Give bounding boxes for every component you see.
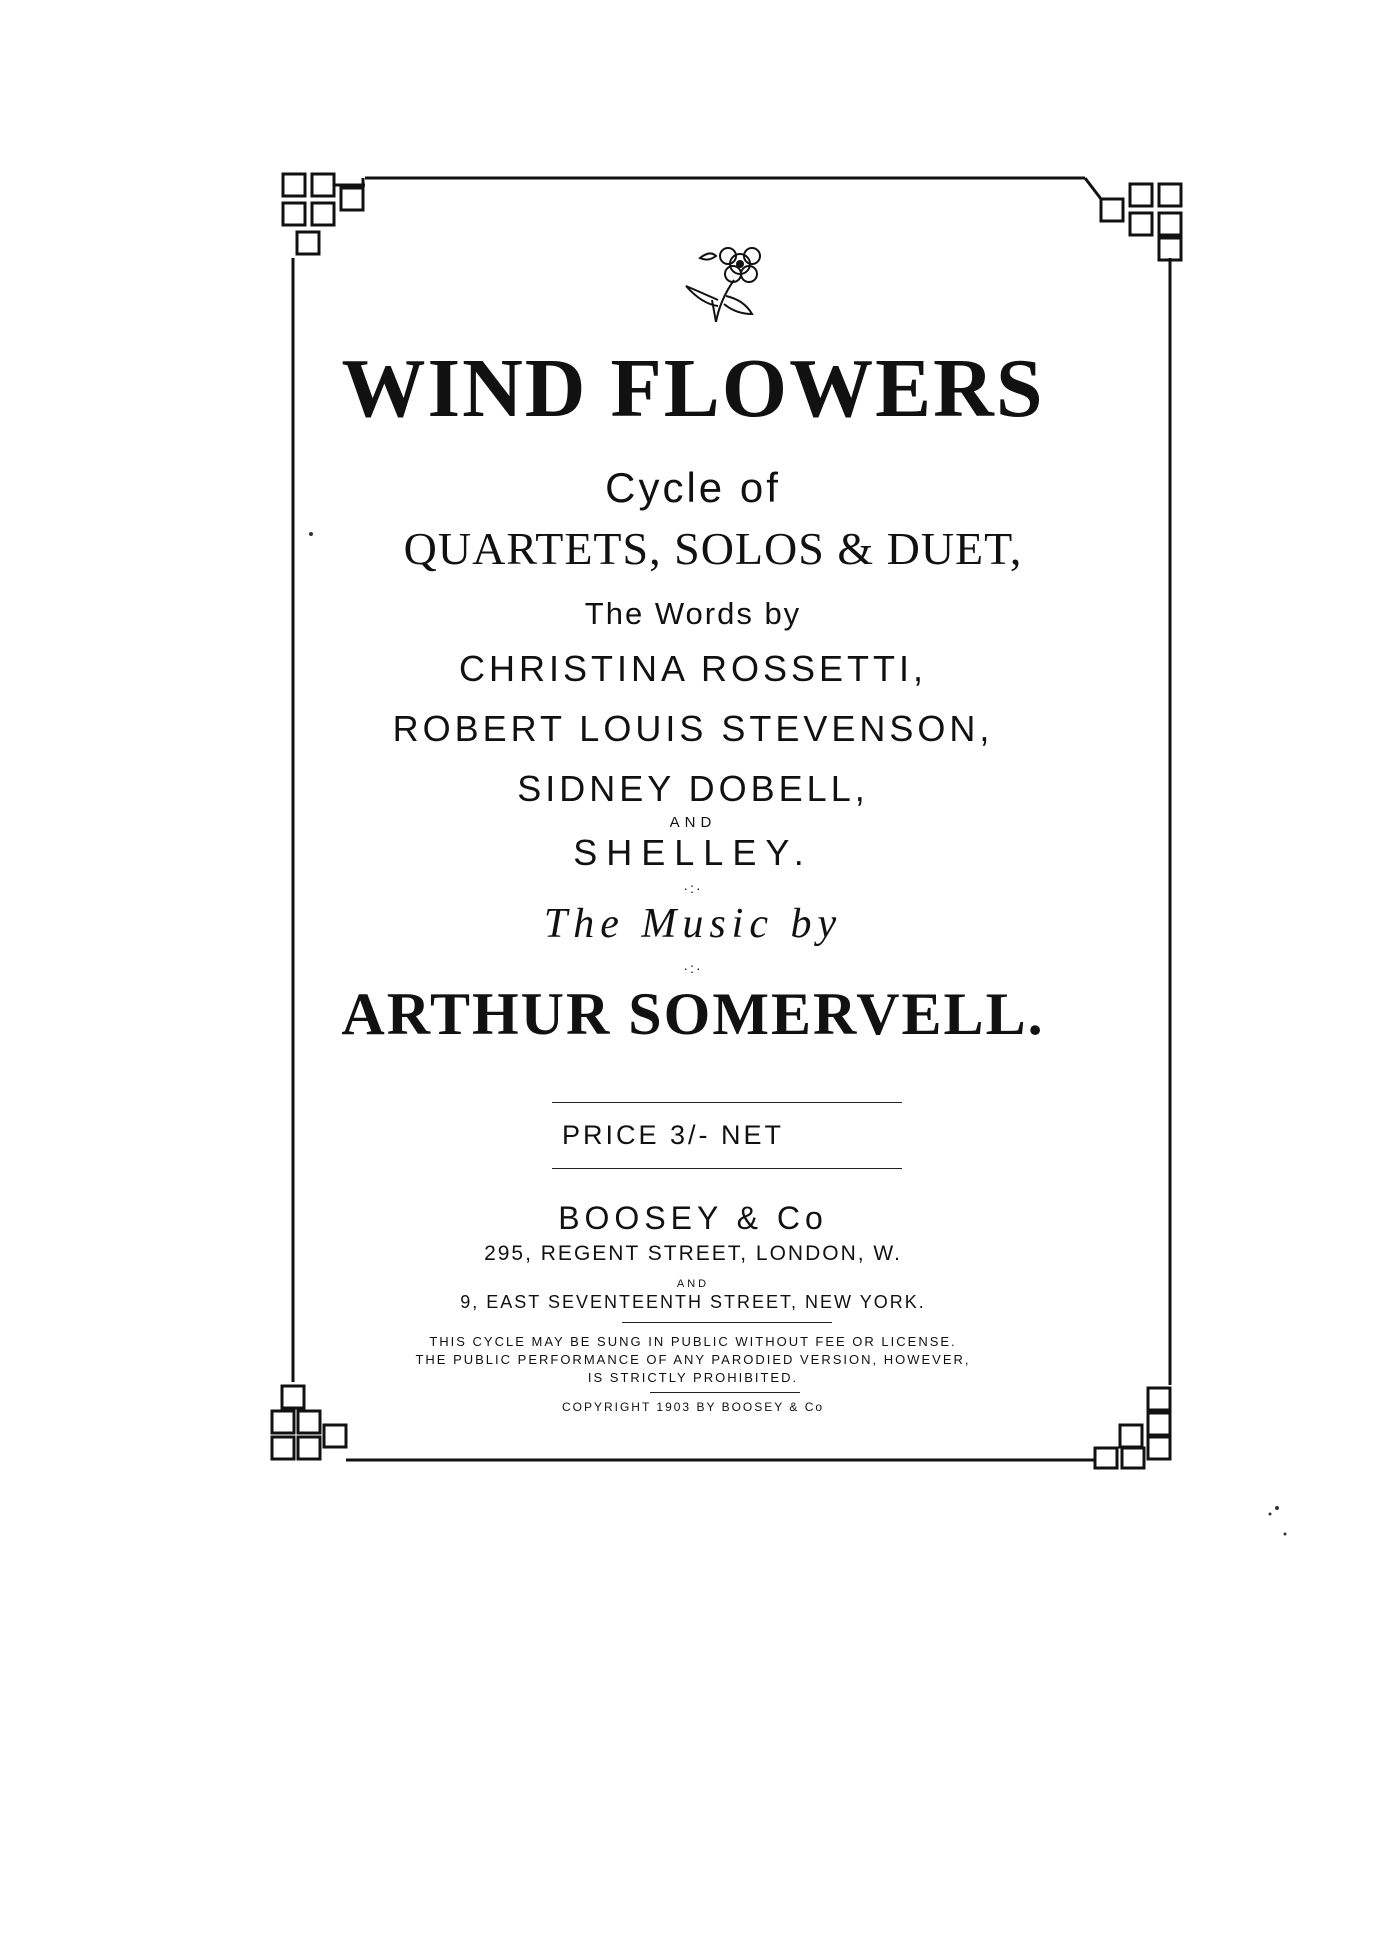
subtitle-cycle: Cycle of: [605, 464, 781, 511]
publisher-name: BOOSEY & Co: [558, 1200, 828, 1236]
title: WIND FLOWERS: [341, 342, 1045, 435]
license-notice-line: THE PUBLIC PERFORMANCE OF ANY PARODIED VERSION, HOWEVER,: [415, 1352, 971, 1367]
composer-name: ARTHUR SOMERVELL.: [341, 981, 1045, 1047]
author-dobell: SIDNEY DOBELL,: [517, 768, 869, 809]
author-shelley: SHELLEY.: [573, 832, 813, 873]
publisher-and: AND: [676, 1278, 710, 1290]
price-rule-top: [552, 1102, 902, 1103]
notice-rule: [622, 1322, 832, 1323]
ornament-dots: ·:·: [683, 960, 703, 976]
author-stevenson: ROBERT LOUIS STEVENSON,: [392, 708, 994, 749]
corner-ornament-bottom-left: [272, 1386, 360, 1460]
author-rossetti: CHRISTINA ROSSETTI,: [458, 648, 928, 689]
flower-vignette: [686, 248, 760, 322]
price-rule-bottom: [552, 1168, 902, 1169]
ornament-dots: ·:·: [683, 880, 703, 896]
corner-ornament-top-right: [1085, 178, 1181, 260]
license-notice-line: THIS CYCLE MAY BE SUNG IN PUBLIC WITHOUT FEE OR LICENSE.: [429, 1334, 957, 1349]
subtitle-quartets: QUARTETS, SOLOS & DUET,: [403, 523, 1023, 574]
publisher-address-newyork: 9, EAST SEVENTEENTH STREET, NEW YORK.: [460, 1292, 926, 1312]
and-separator: AND: [669, 814, 717, 831]
license-notice-line: IS STRICTLY PROHIBITED.: [587, 1370, 799, 1385]
words-by-label: The Words by: [584, 596, 802, 631]
corner-ornament-top-left: [283, 174, 365, 254]
copyright-rule: [650, 1392, 800, 1393]
publisher-address-london: 295, REGENT STREET, LONDON, W.: [484, 1242, 902, 1265]
price-label: PRICE 3/- NET: [561, 1120, 785, 1150]
music-by-label: The Music by: [543, 901, 843, 947]
copyright-notice: COPYRIGHT 1903 BY BOOSEY & Co: [561, 1400, 825, 1414]
